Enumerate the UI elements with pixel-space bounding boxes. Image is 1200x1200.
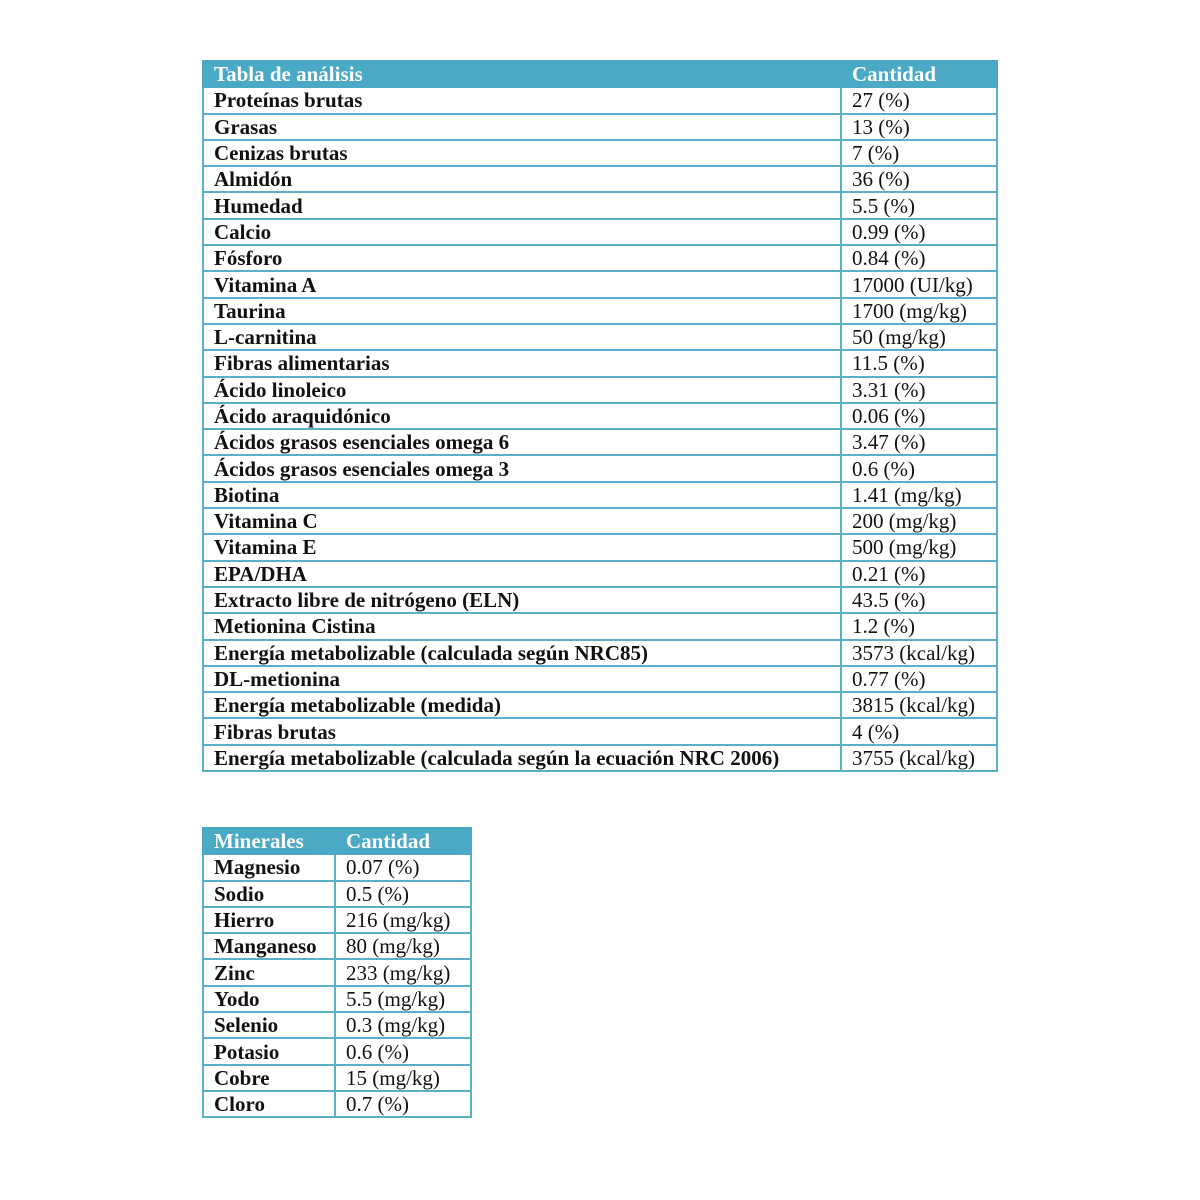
row-label: Grasas xyxy=(203,114,841,140)
row-value: 0.6 (%) xyxy=(841,455,997,481)
table-row xyxy=(203,933,471,959)
row-label: Ácidos grasos esenciales omega 6 xyxy=(203,429,841,455)
row-label: Proteínas brutas xyxy=(203,87,841,113)
row-label: DL-metionina xyxy=(203,666,841,692)
row-label: L-carnitina xyxy=(203,324,841,350)
row-label: Biotina xyxy=(203,482,841,508)
row-label: Ácido araquidónico xyxy=(203,403,841,429)
row-label: Almidón xyxy=(203,166,841,192)
row-label: Cenizas brutas xyxy=(203,140,841,166)
row-label: Energía metabolizable (calculada según NRC85) xyxy=(203,640,841,666)
row-value: 0.84 (%) xyxy=(841,245,997,271)
table-row xyxy=(203,192,997,218)
row-label: Vitamina C xyxy=(203,508,841,534)
row-value: 500 (mg/kg) xyxy=(841,534,997,560)
table-row xyxy=(203,271,997,297)
row-label: Humedad xyxy=(203,192,841,218)
analysis-header-value: Cantidad xyxy=(841,61,997,87)
row-value: 0.07 (%) xyxy=(335,854,471,880)
row-label: Extracto libre de nitrógeno (ELN) xyxy=(203,587,841,613)
row-value: 15 (mg/kg) xyxy=(335,1065,471,1091)
row-label: Energía metabolizable (calculada según la ecuación NRC 2006) xyxy=(203,745,841,771)
table-row xyxy=(203,114,997,140)
row-value: 0.99 (%) xyxy=(841,219,997,245)
row-value: 3.31 (%) xyxy=(841,377,997,403)
table-row xyxy=(203,377,997,403)
row-value: 17000 (UI/kg) xyxy=(841,271,997,297)
row-value: 3755 (kcal/kg) xyxy=(841,745,997,771)
row-value: 7 (%) xyxy=(841,140,997,166)
minerals-table xyxy=(202,827,472,1118)
row-value: 0.6 (%) xyxy=(335,1038,471,1064)
row-value: 233 (mg/kg) xyxy=(335,959,471,985)
analysis-body xyxy=(203,87,997,771)
minerals-header-label: Minerales xyxy=(203,828,335,854)
row-value: 5.5 (mg/kg) xyxy=(335,986,471,1012)
row-value: 50 (mg/kg) xyxy=(841,324,997,350)
row-label: Vitamina E xyxy=(203,534,841,560)
row-label: Selenio xyxy=(203,1012,335,1038)
analysis-table xyxy=(202,60,998,772)
table-row xyxy=(203,613,997,639)
table-row xyxy=(203,455,997,481)
table-row xyxy=(203,907,471,933)
table-row xyxy=(203,666,997,692)
row-value: 4 (%) xyxy=(841,718,997,744)
table-row xyxy=(203,1012,471,1038)
row-value: 43.5 (%) xyxy=(841,587,997,613)
table-row xyxy=(203,482,997,508)
row-label: Fibras brutas xyxy=(203,718,841,744)
row-label: Metionina Cistina xyxy=(203,613,841,639)
row-value: 1700 (mg/kg) xyxy=(841,298,997,324)
table-row xyxy=(203,1065,471,1091)
row-label: Ácido linoleico xyxy=(203,377,841,403)
table-row xyxy=(203,854,471,880)
table-row xyxy=(203,718,997,744)
row-value: 1.41 (mg/kg) xyxy=(841,482,997,508)
row-value: 0.06 (%) xyxy=(841,403,997,429)
table-row xyxy=(203,508,997,534)
row-value: 1.2 (%) xyxy=(841,613,997,639)
row-value: 0.7 (%) xyxy=(335,1091,471,1117)
row-label: Sodio xyxy=(203,881,335,907)
row-label: Zinc xyxy=(203,959,335,985)
row-label: Manganeso xyxy=(203,933,335,959)
table-row xyxy=(203,561,997,587)
row-label: EPA/DHA xyxy=(203,561,841,587)
row-label: Potasio xyxy=(203,1038,335,1064)
table-row xyxy=(203,166,997,192)
row-value: 3573 (kcal/kg) xyxy=(841,640,997,666)
row-value: 0.77 (%) xyxy=(841,666,997,692)
table-row xyxy=(203,429,997,455)
table-row xyxy=(203,1038,471,1064)
table-row xyxy=(203,298,997,324)
minerals-header-value: Cantidad xyxy=(335,828,471,854)
row-value: 0.21 (%) xyxy=(841,561,997,587)
table-row xyxy=(203,245,997,271)
row-value: 0.5 (%) xyxy=(335,881,471,907)
table-row xyxy=(203,745,997,771)
row-value: 5.5 (%) xyxy=(841,192,997,218)
row-label: Energía metabolizable (medida) xyxy=(203,692,841,718)
table-row xyxy=(203,959,471,985)
row-label: Cobre xyxy=(203,1065,335,1091)
row-label: Magnesio xyxy=(203,854,335,880)
row-value: 200 (mg/kg) xyxy=(841,508,997,534)
table-row xyxy=(203,986,471,1012)
table-row xyxy=(203,350,997,376)
table-row xyxy=(203,1091,471,1117)
row-value: 13 (%) xyxy=(841,114,997,140)
table-row xyxy=(203,140,997,166)
row-value: 36 (%) xyxy=(841,166,997,192)
analysis-header-label: Tabla de análisis xyxy=(203,61,841,87)
table-row xyxy=(203,692,997,718)
minerals-body xyxy=(203,854,471,1117)
row-label: Hierro xyxy=(203,907,335,933)
analysis-header-row xyxy=(203,61,997,87)
table-row xyxy=(203,324,997,350)
row-label: Vitamina A xyxy=(203,271,841,297)
row-label: Calcio xyxy=(203,219,841,245)
row-label: Fibras alimentarias xyxy=(203,350,841,376)
row-value: 3815 (kcal/kg) xyxy=(841,692,997,718)
table-row xyxy=(203,219,997,245)
row-label: Yodo xyxy=(203,986,335,1012)
row-value: 0.3 (mg/kg) xyxy=(335,1012,471,1038)
table-row xyxy=(203,87,997,113)
row-value: 27 (%) xyxy=(841,87,997,113)
row-value: 80 (mg/kg) xyxy=(335,933,471,959)
row-label: Fósforo xyxy=(203,245,841,271)
table-row xyxy=(203,403,997,429)
row-label: Ácidos grasos esenciales omega 3 xyxy=(203,455,841,481)
table-row xyxy=(203,534,997,560)
table-row xyxy=(203,640,997,666)
table-row xyxy=(203,587,997,613)
row-label: Cloro xyxy=(203,1091,335,1117)
table-row xyxy=(203,881,471,907)
row-value: 11.5 (%) xyxy=(841,350,997,376)
row-label: Taurina xyxy=(203,298,841,324)
minerals-header-row xyxy=(203,828,471,854)
row-value: 216 (mg/kg) xyxy=(335,907,471,933)
row-value: 3.47 (%) xyxy=(841,429,997,455)
